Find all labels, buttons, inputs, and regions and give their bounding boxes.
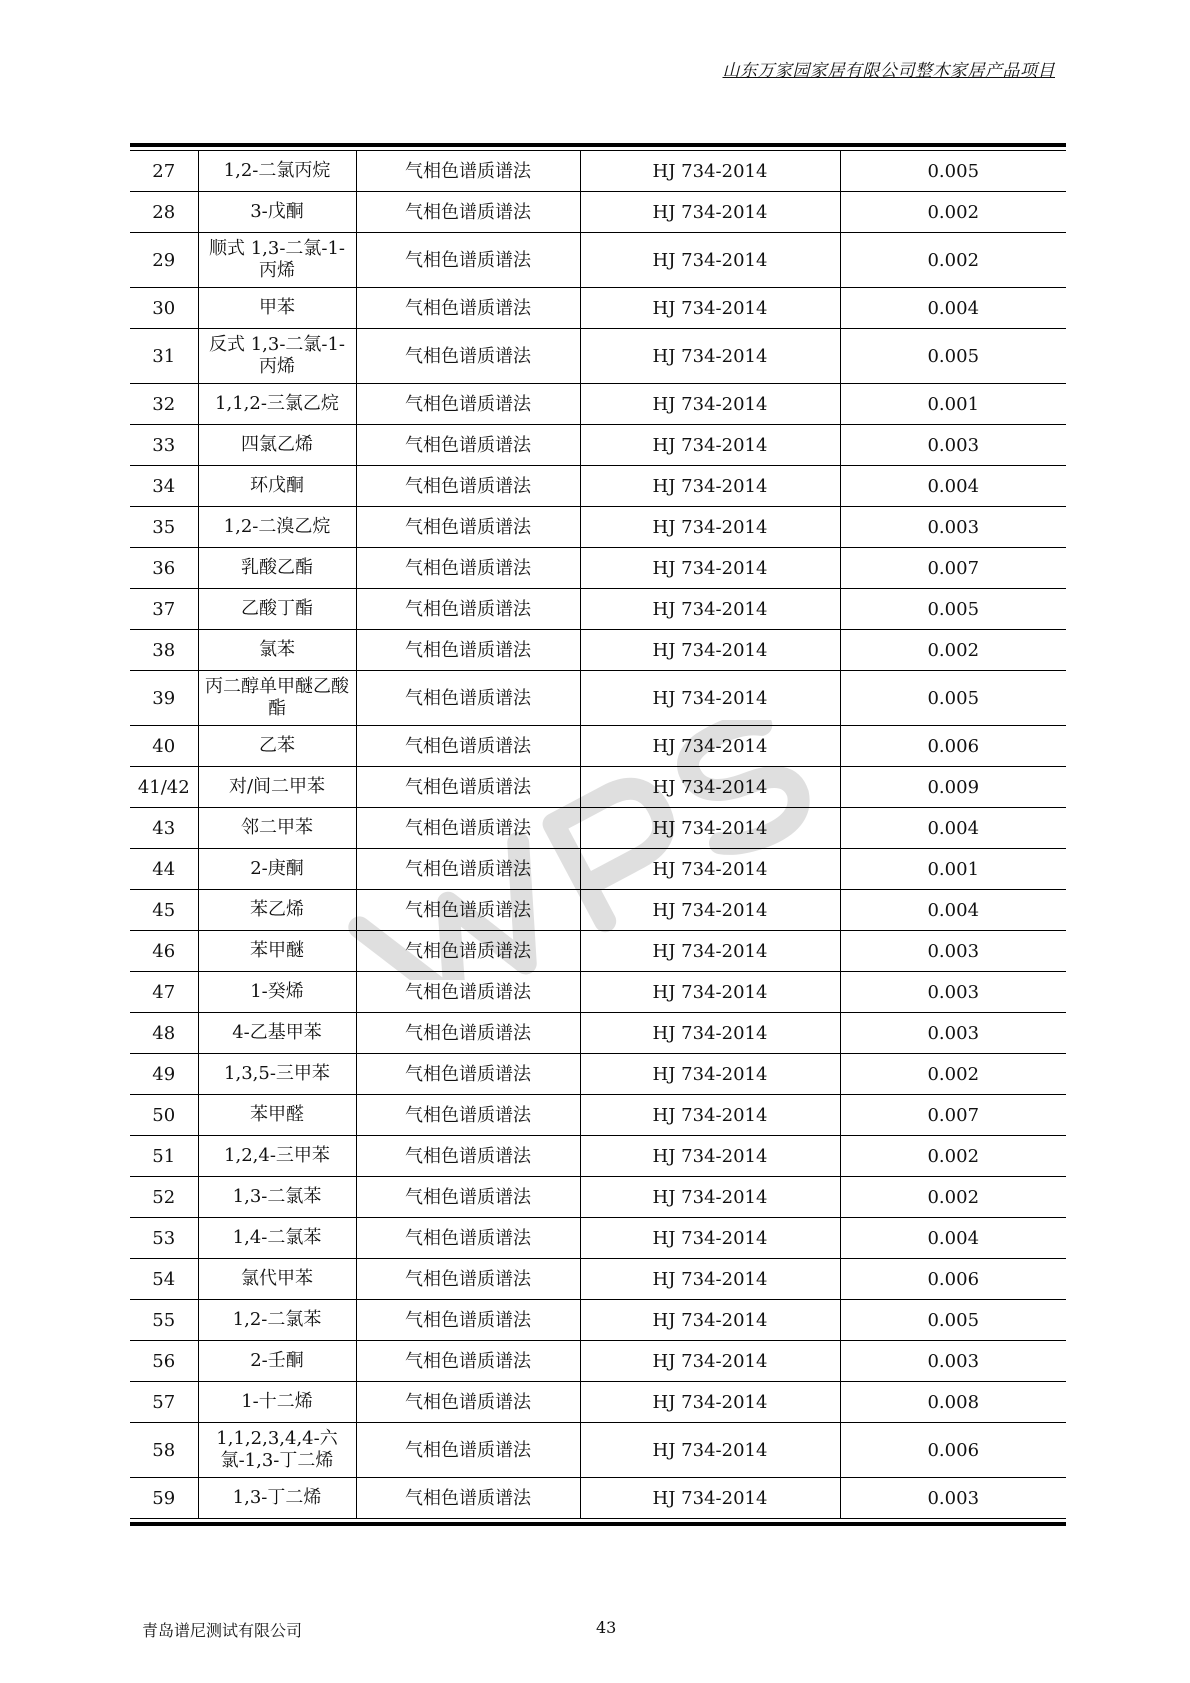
standard-cell: HJ 734-2014: [580, 1136, 840, 1177]
row-number-cell: 53: [130, 1218, 198, 1259]
standard-cell: HJ 734-2014: [580, 384, 840, 425]
table-row: [130, 425, 1066, 466]
analysis-method-cell: 气相色谱质谱法: [356, 1177, 580, 1218]
detection-limit-cell: 0.003: [840, 425, 1066, 466]
analysis-method-cell: 气相色谱质谱法: [356, 1054, 580, 1095]
analysis-method-cell: 气相色谱质谱法: [356, 931, 580, 972]
page-header-title: 山东万家园家居有限公司整木家居产品项目: [722, 61, 1055, 81]
standard-cell: HJ 734-2014: [580, 671, 840, 726]
compound-name-cell: 乳酸乙酯: [198, 548, 356, 589]
compound-name-cell: 1,1,2-三氯乙烷: [198, 384, 356, 425]
table-bottom-thin-rule: [130, 1518, 1066, 1519]
row-number-cell: 32: [130, 384, 198, 425]
detection-limit-cell: 0.004: [840, 890, 1066, 931]
analysis-method-cell: 气相色谱质谱法: [356, 384, 580, 425]
analysis-method-cell: 气相色谱质谱法: [356, 1341, 580, 1382]
row-number-cell: 50: [130, 1095, 198, 1136]
compound-name-cell: 反式 1,3-二氯-1-丙烯: [198, 329, 356, 384]
standard-cell: HJ 734-2014: [580, 1382, 840, 1423]
table-row: [130, 1382, 1066, 1423]
table-row: [130, 384, 1066, 425]
row-number-cell: 58: [130, 1423, 198, 1478]
analysis-method-cell: 气相色谱质谱法: [356, 671, 580, 726]
standard-cell: HJ 734-2014: [580, 931, 840, 972]
table-row: [130, 671, 1066, 726]
compound-name-cell: 对/间二甲苯: [198, 767, 356, 808]
table-row: [130, 507, 1066, 548]
table-row: [130, 890, 1066, 931]
analysis-method-cell: 气相色谱质谱法: [356, 192, 580, 233]
compound-name-cell: 氯苯: [198, 630, 356, 671]
table-row: [130, 931, 1066, 972]
standard-cell: HJ 734-2014: [580, 1341, 840, 1382]
standard-cell: HJ 734-2014: [580, 1177, 840, 1218]
footer-company-name: 青岛谱尼测试有限公司: [142, 1621, 303, 1640]
detection-limit-cell: 0.002: [840, 1177, 1066, 1218]
table-row: [130, 192, 1066, 233]
analysis-method-cell: 气相色谱质谱法: [356, 1382, 580, 1423]
analysis-method-cell: 气相色谱质谱法: [356, 726, 580, 767]
analysis-method-cell: 气相色谱质谱法: [356, 466, 580, 507]
standard-cell: HJ 734-2014: [580, 1478, 840, 1519]
row-number-cell: 43: [130, 808, 198, 849]
compound-name-cell: 1-十二烯: [198, 1382, 356, 1423]
table-row: [130, 767, 1066, 808]
row-number-cell: 28: [130, 192, 198, 233]
detection-limit-cell: 0.001: [840, 849, 1066, 890]
table-row: [130, 466, 1066, 507]
compound-name-cell: 1,1,2,3,4,4-六氯-1,3-丁二烯: [198, 1423, 356, 1478]
compound-name-cell: 氯代甲苯: [198, 1259, 356, 1300]
analysis-method-cell: 气相色谱质谱法: [356, 849, 580, 890]
row-number-cell: 33: [130, 425, 198, 466]
analysis-method-cell: 气相色谱质谱法: [356, 425, 580, 466]
compound-name-cell: 2-庚酮: [198, 849, 356, 890]
analysis-method-cell: 气相色谱质谱法: [356, 507, 580, 548]
standard-cell: HJ 734-2014: [580, 425, 840, 466]
compound-name-cell: 1,2-二溴乙烷: [198, 507, 356, 548]
standard-cell: HJ 734-2014: [580, 972, 840, 1013]
detection-limit-cell: 0.003: [840, 1341, 1066, 1382]
standard-cell: HJ 734-2014: [580, 1423, 840, 1478]
compound-name-cell: 1,4-二氯苯: [198, 1218, 356, 1259]
footer-page-number: 43: [596, 1618, 617, 1637]
compound-name-cell: 1,2-二氯苯: [198, 1300, 356, 1341]
detection-limit-cell: 0.005: [840, 151, 1066, 192]
detection-limit-cell: 0.006: [840, 726, 1066, 767]
compound-name-cell: 乙苯: [198, 726, 356, 767]
table-row: [130, 1478, 1066, 1519]
detection-limit-cell: 0.009: [840, 767, 1066, 808]
detection-limit-cell: 0.002: [840, 233, 1066, 288]
analysis-method-cell: 气相色谱质谱法: [356, 1095, 580, 1136]
standard-cell: HJ 734-2014: [580, 151, 840, 192]
row-number-cell: 57: [130, 1382, 198, 1423]
row-number-cell: 46: [130, 931, 198, 972]
standard-cell: HJ 734-2014: [580, 288, 840, 329]
row-number-cell: 52: [130, 1177, 198, 1218]
compound-name-cell: 1,3-丁二烯: [198, 1478, 356, 1519]
detection-limit-table: [130, 151, 1066, 1518]
table-row: [130, 288, 1066, 329]
table-row: [130, 1054, 1066, 1095]
analysis-method-cell: 气相色谱质谱法: [356, 548, 580, 589]
row-number-cell: 44: [130, 849, 198, 890]
compound-name-cell: 甲苯: [198, 288, 356, 329]
row-number-cell: 31: [130, 329, 198, 384]
compound-name-cell: 1,3,5-三甲苯: [198, 1054, 356, 1095]
table-row: [130, 1136, 1066, 1177]
detection-limit-cell: 0.005: [840, 589, 1066, 630]
detection-limit-cell: 0.005: [840, 329, 1066, 384]
table-row: [130, 151, 1066, 192]
standard-cell: HJ 734-2014: [580, 890, 840, 931]
standard-cell: HJ 734-2014: [580, 1054, 840, 1095]
analysis-method-cell: 气相色谱质谱法: [356, 1423, 580, 1478]
table-row: [130, 1423, 1066, 1478]
row-number-cell: 27: [130, 151, 198, 192]
detection-limit-cell: 0.007: [840, 548, 1066, 589]
analysis-method-cell: 气相色谱质谱法: [356, 288, 580, 329]
row-number-cell: 38: [130, 630, 198, 671]
compound-name-cell: 2-壬酮: [198, 1341, 356, 1382]
detection-limit-cell: 0.003: [840, 1478, 1066, 1519]
analysis-method-cell: 气相色谱质谱法: [356, 1478, 580, 1519]
detection-limit-cell: 0.004: [840, 808, 1066, 849]
row-number-cell: 30: [130, 288, 198, 329]
standard-cell: HJ 734-2014: [580, 329, 840, 384]
table-row: [130, 1013, 1066, 1054]
standard-cell: HJ 734-2014: [580, 466, 840, 507]
table-row: [130, 1341, 1066, 1382]
standard-cell: HJ 734-2014: [580, 548, 840, 589]
standard-cell: HJ 734-2014: [580, 1095, 840, 1136]
row-number-cell: 41/42: [130, 767, 198, 808]
row-number-cell: 40: [130, 726, 198, 767]
compound-name-cell: 1,2,4-三甲苯: [198, 1136, 356, 1177]
analysis-method-cell: 气相色谱质谱法: [356, 1013, 580, 1054]
standard-cell: HJ 734-2014: [580, 1013, 840, 1054]
analysis-method-cell: 气相色谱质谱法: [356, 151, 580, 192]
detection-limit-cell: 0.001: [840, 384, 1066, 425]
detection-limit-cell: 0.004: [840, 466, 1066, 507]
standard-cell: HJ 734-2014: [580, 1300, 840, 1341]
compound-name-cell: 丙二醇单甲醚乙酸酯: [198, 671, 356, 726]
detection-limit-cell: 0.008: [840, 1382, 1066, 1423]
detection-limit-cell: 0.003: [840, 931, 1066, 972]
table-row: [130, 233, 1066, 288]
compound-name-cell: 1,3-二氯苯: [198, 1177, 356, 1218]
table-row: [130, 548, 1066, 589]
row-number-cell: 37: [130, 589, 198, 630]
detection-limit-cell: 0.007: [840, 1095, 1066, 1136]
detection-limit-cell: 0.005: [840, 1300, 1066, 1341]
compound-name-cell: 邻二甲苯: [198, 808, 356, 849]
standard-cell: HJ 734-2014: [580, 1259, 840, 1300]
standard-cell: HJ 734-2014: [580, 767, 840, 808]
table-row: [130, 1300, 1066, 1341]
table-row: [130, 808, 1066, 849]
row-number-cell: 51: [130, 1136, 198, 1177]
row-number-cell: 49: [130, 1054, 198, 1095]
detection-limit-cell: 0.006: [840, 1423, 1066, 1478]
standard-cell: HJ 734-2014: [580, 808, 840, 849]
compound-name-cell: 苯乙烯: [198, 890, 356, 931]
analysis-method-cell: 气相色谱质谱法: [356, 233, 580, 288]
analysis-method-cell: 气相色谱质谱法: [356, 329, 580, 384]
compound-name-cell: 1-癸烯: [198, 972, 356, 1013]
row-number-cell: 59: [130, 1478, 198, 1519]
detection-limit-cell: 0.004: [840, 1218, 1066, 1259]
analysis-method-cell: 气相色谱质谱法: [356, 1218, 580, 1259]
row-number-cell: 29: [130, 233, 198, 288]
row-number-cell: 35: [130, 507, 198, 548]
results-table-container: [130, 143, 1066, 1526]
row-number-cell: 54: [130, 1259, 198, 1300]
row-number-cell: 55: [130, 1300, 198, 1341]
row-number-cell: 48: [130, 1013, 198, 1054]
analysis-method-cell: 气相色谱质谱法: [356, 630, 580, 671]
standard-cell: HJ 734-2014: [580, 589, 840, 630]
table-row: [130, 589, 1066, 630]
analysis-method-cell: 气相色谱质谱法: [356, 972, 580, 1013]
detection-limit-cell: 0.006: [840, 1259, 1066, 1300]
detection-limit-cell: 0.003: [840, 1013, 1066, 1054]
table-row: [130, 972, 1066, 1013]
compound-name-cell: 四氯乙烯: [198, 425, 356, 466]
detection-limit-cell: 0.002: [840, 192, 1066, 233]
analysis-method-cell: 气相色谱质谱法: [356, 890, 580, 931]
table-row: [130, 630, 1066, 671]
compound-name-cell: 苯甲醚: [198, 931, 356, 972]
analysis-method-cell: 气相色谱质谱法: [356, 1259, 580, 1300]
standard-cell: HJ 734-2014: [580, 849, 840, 890]
detection-limit-cell: 0.003: [840, 972, 1066, 1013]
table-top-rule: [130, 143, 1066, 147]
analysis-method-cell: 气相色谱质谱法: [356, 767, 580, 808]
compound-name-cell: 1,2-二氯丙烷: [198, 151, 356, 192]
table-row: [130, 1218, 1066, 1259]
detection-limit-cell: 0.002: [840, 1054, 1066, 1095]
compound-name-cell: 4-乙基甲苯: [198, 1013, 356, 1054]
table-row: [130, 849, 1066, 890]
row-number-cell: 47: [130, 972, 198, 1013]
detection-limit-cell: 0.003: [840, 507, 1066, 548]
compound-name-cell: 环戊酮: [198, 466, 356, 507]
standard-cell: HJ 734-2014: [580, 726, 840, 767]
standard-cell: HJ 734-2014: [580, 630, 840, 671]
table-row: [130, 1259, 1066, 1300]
analysis-method-cell: 气相色谱质谱法: [356, 1136, 580, 1177]
compound-name-cell: 乙酸丁酯: [198, 589, 356, 630]
row-number-cell: 39: [130, 671, 198, 726]
detection-limit-cell: 0.004: [840, 288, 1066, 329]
standard-cell: HJ 734-2014: [580, 1218, 840, 1259]
detection-limit-cell: 0.002: [840, 630, 1066, 671]
compound-name-cell: 3-戊酮: [198, 192, 356, 233]
table-row: [130, 329, 1066, 384]
detection-limit-cell: 0.002: [840, 1136, 1066, 1177]
detection-limit-cell: 0.005: [840, 671, 1066, 726]
row-number-cell: 45: [130, 890, 198, 931]
row-number-cell: 56: [130, 1341, 198, 1382]
analysis-method-cell: 气相色谱质谱法: [356, 589, 580, 630]
standard-cell: HJ 734-2014: [580, 507, 840, 548]
table-bottom-rule: [130, 1522, 1066, 1526]
analysis-method-cell: 气相色谱质谱法: [356, 1300, 580, 1341]
table-row: [130, 1177, 1066, 1218]
table-row: [130, 726, 1066, 767]
standard-cell: HJ 734-2014: [580, 192, 840, 233]
standard-cell: HJ 734-2014: [580, 233, 840, 288]
analysis-method-cell: 气相色谱质谱法: [356, 808, 580, 849]
table-row: [130, 1095, 1066, 1136]
compound-name-cell: 顺式 1,3-二氯-1-丙烯: [198, 233, 356, 288]
compound-name-cell: 苯甲醛: [198, 1095, 356, 1136]
row-number-cell: 36: [130, 548, 198, 589]
row-number-cell: 34: [130, 466, 198, 507]
